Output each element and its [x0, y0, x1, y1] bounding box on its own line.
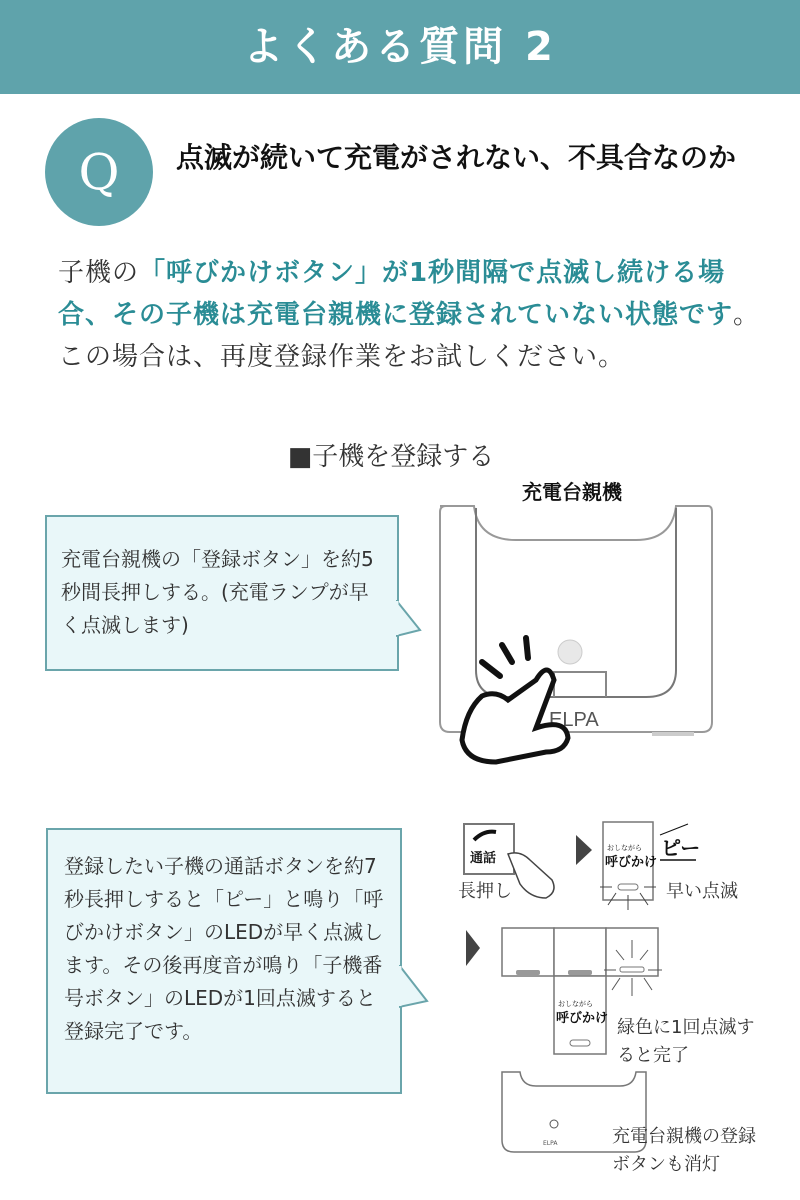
arrow-icon — [576, 835, 592, 865]
section-title: ■子機を登録する — [287, 442, 495, 472]
svg-text:おしながら: おしながら — [607, 844, 642, 852]
page-header: よくある質問 2 — [0, 0, 800, 94]
svg-text:ELPA: ELPA — [543, 1140, 558, 1147]
step1-callout: 充電台親機の「登録ボタン」を約5秒間長押しする。(充電ランプが早く点滅します) — [45, 515, 399, 671]
fast-blink-label: 早い点滅 — [666, 881, 738, 902]
step2-callout: 登録したい子機の通話ボタンを約7秒長押しすると「ピー」と鳴り「呼びかけボタン」のLEDが早く点滅します。その後再度音が鳴り「子機番号ボタン」のLEDが1回点滅すると登録完了です。 — [46, 828, 402, 1094]
answer-highlight: 「呼びかけボタン」が1秒間隔で点滅し続ける場合、その子機は充電台親機に登録されていない状態です — [58, 258, 734, 330]
answer-prefix: 子機の — [58, 258, 140, 288]
beep-label: ピー — [661, 836, 701, 860]
base-unit-title: 充電台親機 — [522, 480, 622, 504]
svg-text:呼びかけ: 呼びかけ — [556, 1011, 609, 1026]
base-off-label: 充電台親機の登録ボタンも消灯 — [612, 1126, 756, 1175]
svg-text:おしながら: おしながら — [558, 1000, 593, 1008]
arrow-icon — [466, 930, 480, 966]
question-badge: Q — [45, 118, 153, 226]
hand-icon — [508, 853, 554, 898]
answer-text — [58, 252, 768, 378]
callout-tail — [396, 600, 426, 645]
callout-tail — [399, 965, 431, 1015]
long-press-label: 長押し — [458, 881, 512, 902]
svg-text:通話: 通話 — [470, 851, 497, 866]
answer-suffix: 。この場合は、再度登録作業をお試しください。 — [58, 300, 761, 372]
brand-label: ELPA — [549, 709, 599, 731]
base-unit-illustration — [436, 500, 716, 770]
svg-text:呼びかけ: 呼びかけ — [605, 855, 658, 870]
question-text: 点滅が続いて充電がされない、不具合なのか — [176, 141, 737, 174]
complete-label: 緑色に1回点滅すると完了 — [617, 1017, 755, 1066]
